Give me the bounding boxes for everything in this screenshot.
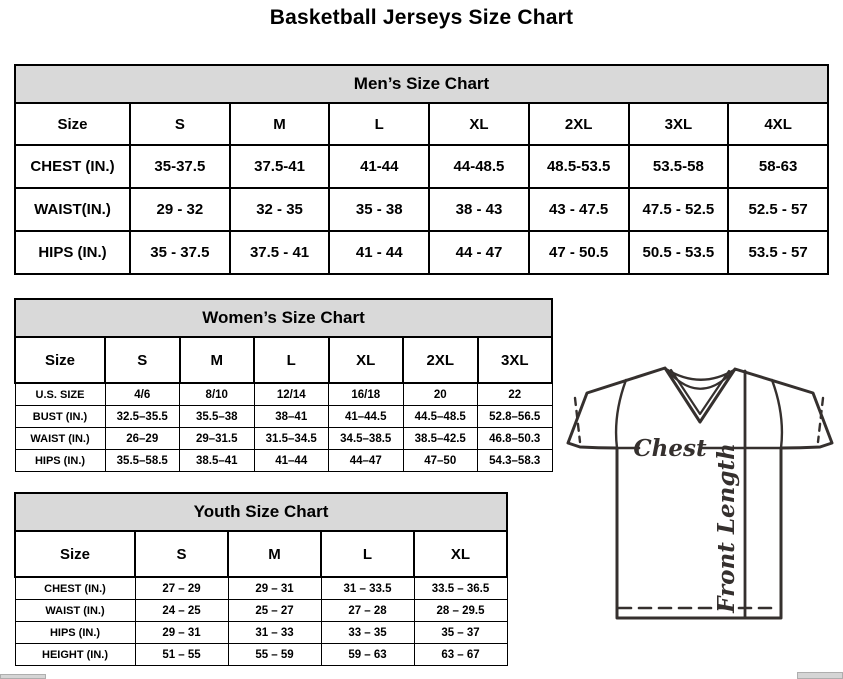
size-value-cell: 47 - 50.5 xyxy=(529,231,629,274)
size-value-cell: 43 - 47.5 xyxy=(529,188,629,231)
size-value-cell: 38.5–41 xyxy=(180,450,255,472)
size-value-cell: 41-44 xyxy=(329,145,429,188)
size-column-header: Size xyxy=(15,103,130,145)
size-value-cell: 51 – 55 xyxy=(135,644,228,666)
jersey-outline xyxy=(568,368,832,618)
size-column-header: Size xyxy=(15,531,135,577)
size-value-cell: 37.5 - 41 xyxy=(230,231,330,274)
size-value-cell: 31.5–34.5 xyxy=(254,428,329,450)
row-label: BUST (IN.) xyxy=(15,406,105,428)
size-value-cell: 31 – 33.5 xyxy=(321,577,414,600)
size-value-cell: 12/14 xyxy=(254,383,329,406)
size-value-cell: 8/10 xyxy=(180,383,255,406)
column-header-s: S xyxy=(105,337,180,383)
size-value-cell: 37.5-41 xyxy=(230,145,330,188)
column-header-3xl: 3XL xyxy=(629,103,729,145)
column-header-l: L xyxy=(329,103,429,145)
mens-size-table xyxy=(14,64,829,275)
size-value-cell: 24 – 25 xyxy=(135,600,228,622)
chest-label: Chest xyxy=(633,435,707,462)
column-header-2xl: 2XL xyxy=(529,103,629,145)
size-column-header: Size xyxy=(15,337,105,383)
row-label: CHEST (IN.) xyxy=(15,145,130,188)
front-length-label: Front Length xyxy=(713,443,740,613)
column-header-4xl: 4XL xyxy=(728,103,828,145)
size-value-cell: 48.5-53.5 xyxy=(529,145,629,188)
table-row xyxy=(15,231,828,274)
table-row xyxy=(15,622,507,644)
size-value-cell: 38–41 xyxy=(254,406,329,428)
size-value-cell: 20 xyxy=(403,383,478,406)
table-row xyxy=(15,383,552,406)
size-value-cell: 46.8–50.3 xyxy=(478,428,553,450)
row-label: HEIGHT (IN.) xyxy=(15,644,135,666)
column-header-s: S xyxy=(130,103,230,145)
jersey-diagram xyxy=(560,360,838,626)
column-header-l: L xyxy=(321,531,414,577)
page-title: Basketball Jerseys Size Chart xyxy=(269,6,574,29)
size-value-cell: 55 – 59 xyxy=(228,644,321,666)
size-value-cell: 25 – 27 xyxy=(228,600,321,622)
column-header-s: S xyxy=(135,531,228,577)
size-value-cell: 54.3–58.3 xyxy=(478,450,553,472)
table-row xyxy=(15,600,507,622)
table-row xyxy=(15,644,507,666)
size-value-cell: 35.5–38 xyxy=(180,406,255,428)
row-label: WAIST (IN.) xyxy=(15,428,105,450)
table-row xyxy=(15,406,552,428)
size-value-cell: 35 - 38 xyxy=(329,188,429,231)
column-header-xl: XL xyxy=(429,103,529,145)
table-row xyxy=(15,188,828,231)
size-value-cell: 33.5 – 36.5 xyxy=(414,577,507,600)
size-value-cell: 41 - 44 xyxy=(329,231,429,274)
youth-table-title: Youth Size Chart xyxy=(15,493,507,531)
table-row xyxy=(15,428,552,450)
row-label: HIPS (IN.) xyxy=(15,231,130,274)
youth-size-table xyxy=(14,492,508,666)
size-value-cell: 52.8–56.5 xyxy=(478,406,553,428)
size-value-cell: 32 - 35 xyxy=(230,188,330,231)
row-label: U.S. SIZE xyxy=(15,383,105,406)
row-label: HIPS (IN.) xyxy=(15,450,105,472)
size-value-cell: 44-48.5 xyxy=(429,145,529,188)
size-value-cell: 44–47 xyxy=(329,450,404,472)
size-value-cell: 29–31.5 xyxy=(180,428,255,450)
size-value-cell: 34.5–38.5 xyxy=(329,428,404,450)
column-header-xl: XL xyxy=(329,337,404,383)
column-header-xl: XL xyxy=(414,531,507,577)
size-value-cell: 35 – 37 xyxy=(414,622,507,644)
size-value-cell: 59 – 63 xyxy=(321,644,414,666)
size-value-cell: 38 - 43 xyxy=(429,188,529,231)
size-value-cell: 31 – 33 xyxy=(228,622,321,644)
size-value-cell: 50.5 - 53.5 xyxy=(629,231,729,274)
row-label: HIPS (IN.) xyxy=(15,622,135,644)
column-header-3xl: 3XL xyxy=(478,337,553,383)
table-row xyxy=(15,145,828,188)
column-header-m: M xyxy=(230,103,330,145)
row-label: CHEST (IN.) xyxy=(15,577,135,600)
size-value-cell: 16/18 xyxy=(329,383,404,406)
size-value-cell: 35-37.5 xyxy=(130,145,230,188)
scrollbar-button-right[interactable] xyxy=(797,672,843,679)
womens-size-table xyxy=(14,298,553,472)
size-value-cell: 41–44 xyxy=(254,450,329,472)
column-header-2xl: 2XL xyxy=(403,337,478,383)
size-value-cell: 53.5 - 57 xyxy=(728,231,828,274)
size-value-cell: 29 – 31 xyxy=(135,622,228,644)
size-value-cell: 26–29 xyxy=(105,428,180,450)
scrollbar-button-left[interactable] xyxy=(0,674,46,679)
size-value-cell: 29 – 31 xyxy=(228,577,321,600)
size-value-cell: 35.5–58.5 xyxy=(105,450,180,472)
size-value-cell: 58-63 xyxy=(728,145,828,188)
size-value-cell: 33 – 35 xyxy=(321,622,414,644)
womens-table-title: Women’s Size Chart xyxy=(15,299,552,337)
row-label: WAIST(IN.) xyxy=(15,188,130,231)
size-value-cell: 38.5–42.5 xyxy=(403,428,478,450)
size-value-cell: 32.5–35.5 xyxy=(105,406,180,428)
size-value-cell: 29 - 32 xyxy=(130,188,230,231)
size-value-cell: 47.5 - 52.5 xyxy=(629,188,729,231)
size-value-cell: 41–44.5 xyxy=(329,406,404,428)
size-value-cell: 4/6 xyxy=(105,383,180,406)
size-value-cell: 27 – 29 xyxy=(135,577,228,600)
size-value-cell: 44.5–48.5 xyxy=(403,406,478,428)
size-value-cell: 52.5 - 57 xyxy=(728,188,828,231)
size-value-cell: 63 – 67 xyxy=(414,644,507,666)
size-value-cell: 53.5-58 xyxy=(629,145,729,188)
size-value-cell: 47–50 xyxy=(403,450,478,472)
table-row xyxy=(15,450,552,472)
table-row xyxy=(15,577,507,600)
size-value-cell: 27 – 28 xyxy=(321,600,414,622)
size-value-cell: 28 – 29.5 xyxy=(414,600,507,622)
size-value-cell: 22 xyxy=(478,383,553,406)
size-value-cell: 44 - 47 xyxy=(429,231,529,274)
column-header-l: L xyxy=(254,337,329,383)
column-header-m: M xyxy=(228,531,321,577)
column-header-m: M xyxy=(180,337,255,383)
mens-table-title: Men’s Size Chart xyxy=(15,65,828,103)
row-label: WAIST (IN.) xyxy=(15,600,135,622)
size-value-cell: 35 - 37.5 xyxy=(130,231,230,274)
